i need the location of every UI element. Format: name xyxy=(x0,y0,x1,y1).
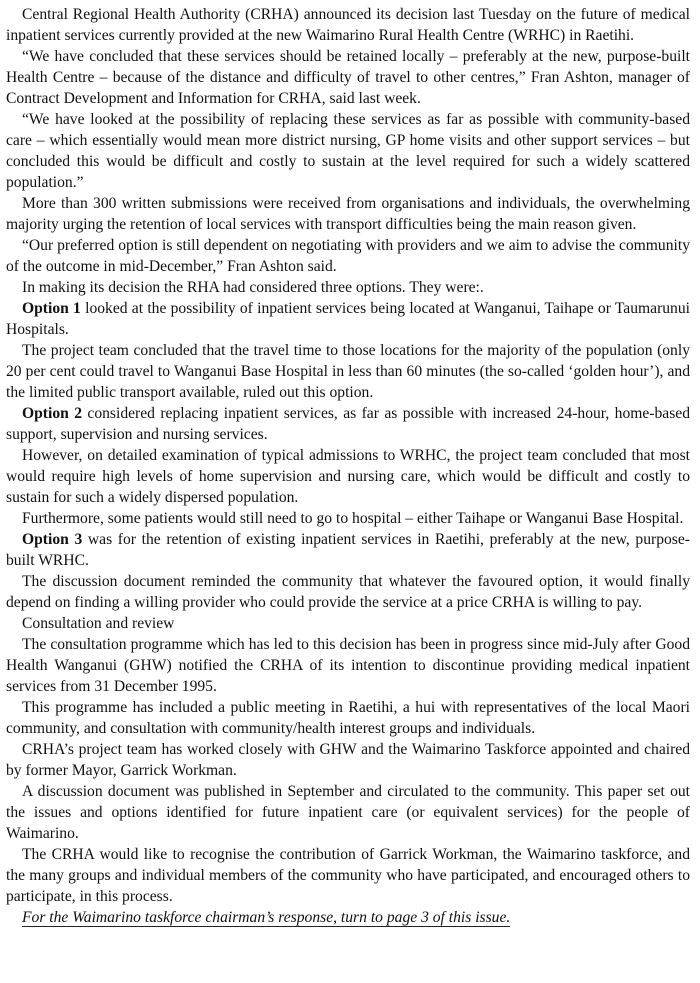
article-paragraph-options-intro: In making its decision the RHA had considered three options. They were:. xyxy=(22,279,484,296)
option-1-label: Option 1 xyxy=(22,300,81,317)
option-2-text: considered replacing inpatient services, as far as possible with increased 24-hour, home-based support, supervision and nursing services. xyxy=(6,405,690,443)
article-paragraph-discussion-document: The discussion document reminded the community that whatever the favoured option, it would finally depend on finding a willing provider who could provide the service at a price CRHA is willing to pay. xyxy=(6,573,690,611)
footnote-text: For the Waimarino taskforce chairman’s response, turn to page 3 of this issue. xyxy=(22,909,511,926)
article-paragraph-option-2-examination: However, on detailed examination of typical admissions to WRHC, the project team concluded that most would require high levels of home supervision and nursing care, which would be difficult and costly to sustain for such a widely dispersed population. xyxy=(6,447,690,506)
article-paragraph-quote-retain: “We have concluded that these services should be retained locally – preferably at the new, purpose-built Health Centre – because of the distance and difficulty of travel to other centres,” Fran Ashton, manager of Contract Development and Information for CRHA, said last week. xyxy=(6,48,690,107)
article-paragraph-quote-community-care: “We have looked at the possibility of replacing these services as far as possible with community-based care – which essentially would mean more district nursing, GP home visits and other support services – but concluded this would be difficult and costly to sustain at the level required for such a widely scattered population.” xyxy=(6,111,690,191)
article-paragraph-recognition: The CRHA would like to recognise the contribution of Garrick Workman, the Waimarino taskforce, and the many groups and individual members of the community who have participated, and encouraged others to participate, in this process. xyxy=(6,846,690,905)
article-paragraph-option-2 xyxy=(6,403,690,445)
article-paragraph-intro: Central Regional Health Authority (CRHA) announced its decision last Tuesday on the future of medical inpatient services currently provided at the new Waimarino Rural Health Centre (WRHC) in Raetihi. xyxy=(6,6,690,44)
article-paragraph-option-1-conclusion: The project team concluded that the travel time to those locations for the majority of the population (only 20 per cent could travel to Wanganui Base Hospital in less than 60 minutes (the so-called ‘golden hour’), and the limited public transport available, ruled out this option. xyxy=(6,342,690,401)
option-2-label: Option 2 xyxy=(22,405,82,422)
option-3-text: was for the retention of existing inpatient services in Raetihi, preferably at the new, purpose-built WRHC. xyxy=(6,531,690,569)
article-paragraph-submissions: More than 300 written submissions were received from organisations and individuals, the overwhelming majority urging the retention of local services with transport difficulties being the main reason given. xyxy=(6,195,690,233)
section-subheading: Consultation and review xyxy=(22,615,175,632)
article-paragraph-option-1 xyxy=(6,298,690,340)
article-paragraph-published: A discussion document was published in September and circulated to the community. This paper set out the issues and options identified for future inpatient care (or equivalent services) for the people of Waimarino. xyxy=(6,783,690,842)
article-paragraph-option-2-hospital: Furthermore, some patients would still need to go to hospital – either Taihape or Wanganui Base Hospital. xyxy=(22,510,684,527)
option-1-text: looked at the possibility of inpatient services being located at Wanganui, Taihape or Taumarunui Hospitals. xyxy=(6,300,690,338)
option-3-label: Option 3 xyxy=(22,531,83,548)
article-paragraph-preferred-option: “Our preferred option is still dependent on negotiating with providers and we aim to advise the community of the outcome in mid-December,” Fran Ashton said. xyxy=(6,237,690,275)
article-paragraph-programme: This programme has included a public meeting in Raetihi, a hui with representatives of the local Maori community, and consultation with community/health interest groups and individuals. xyxy=(6,699,690,737)
article-paragraph-project-team: CRHA’s project team has worked closely with GHW and the Waimarino Taskforce appointed and chaired by former Mayor, Garrick Workman. xyxy=(6,741,690,779)
article-paragraph-option-3 xyxy=(6,529,690,571)
article-paragraph-consultation: The consultation programme which has led to this decision has been in progress since mid-July after Good Health Wanganui (GHW) notified the CRHA of its intention to discontinue providing medical inpatient services from 31 December 1995. xyxy=(6,636,690,695)
footnote-page-reference xyxy=(6,907,690,928)
